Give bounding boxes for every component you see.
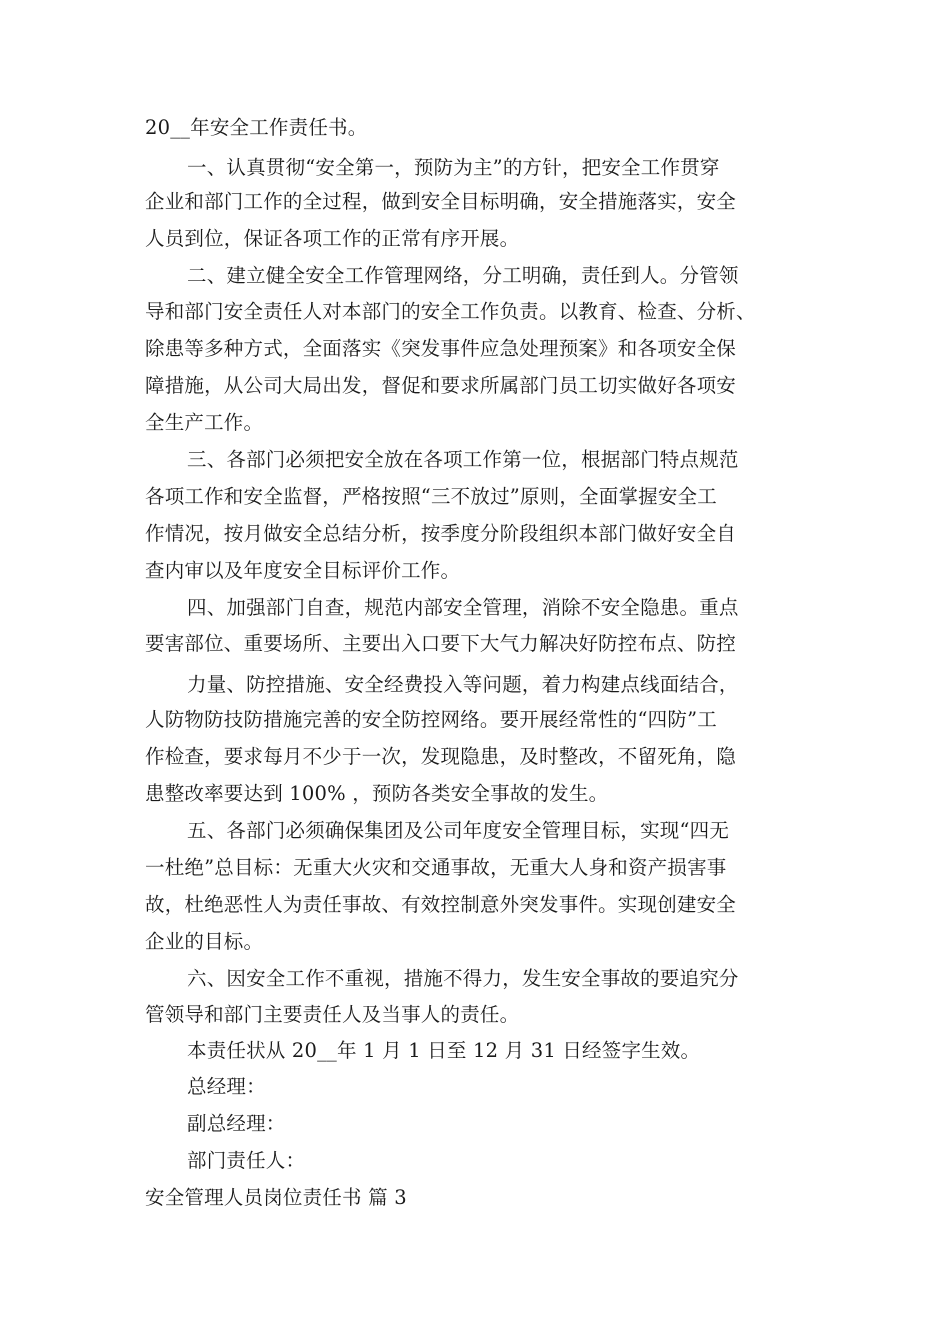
heading-line: 20__年安全工作责任书。 [145, 116, 368, 139]
paragraph-4-line-5: 作检查，要求每月不少于一次，发现隐患，及时整改，不留死角，隐 [145, 745, 737, 768]
section-title-next: 安全管理人员岗位责任书 篇 3 [145, 1186, 407, 1209]
paragraph-4-line-4: 人防物防技防措施完善的安全防控网络。要开展经常性的“四防”工 [145, 708, 717, 731]
paragraph-4-line-2: 要害部位、重要场所、主要出入口要下大气力解决好防控布点、防控 [145, 632, 737, 655]
signature-general-manager: 总经理： [187, 1075, 266, 1098]
paragraph-2-line-5: 全生产工作。 [145, 411, 264, 434]
paragraph-1-line-1: 一、认真贯彻“安全第一，预防为主”的方针，把安全工作贯穿 [187, 156, 720, 179]
paragraph-3-line-3: 作情况，按月做安全总结分析，按季度分阶段组织本部门做好安全自 [145, 522, 737, 545]
paragraph-5-line-1: 五、各部门必须确保集团及公司年度安全管理目标，实现“四无 [187, 819, 730, 842]
paragraph-2-line-3: 除患等多种方式，全面落实《突发事件应急处理预案》和各项安全保 [145, 337, 737, 360]
paragraph-2-line-1: 二、建立健全安全工作管理网络，分工明确，责任到人。分管领 [187, 264, 739, 287]
effective-date-line: 本责任状从 20__年 1 月 1 日至 12 月 31 日经签字生效。 [187, 1039, 701, 1062]
paragraph-2-line-4: 障措施，从公司大局出发，督促和要求所属部门员工切实做好各项安 [145, 374, 737, 397]
paragraph-4-line-6: 患整改率要达到 100% ，预防各类安全事故的发生。 [145, 782, 609, 805]
paragraph-3-line-2: 各项工作和安全监督，严格按照“三不放过”原则，全面掌握安全工 [145, 485, 717, 508]
paragraph-1-line-3: 人员到位，保证各项工作的正常有序开展。 [145, 227, 520, 250]
paragraph-6-line-2: 管领导和部门主要责任人及当事人的责任。 [145, 1003, 520, 1026]
paragraph-2-line-2: 导和部门安全责任人对本部门的安全工作负责。以教育、检查、分析、 [145, 300, 756, 323]
paragraph-5-line-4: 企业的目标。 [145, 930, 264, 953]
paragraph-4-line-1: 四、加强部门自查，规范内部安全管理，消除不安全隐患。重点 [187, 596, 739, 619]
paragraph-3-line-1: 三、各部门必须把安全放在各项工作第一位，根据部门特点规范 [187, 448, 739, 471]
paragraph-5-line-2: 一杜绝”总目标：无重大火灾和交通事故，无重大人身和资产损害事 [145, 856, 727, 879]
signature-department-head: 部门责任人： [187, 1149, 306, 1172]
signature-deputy-general-manager: 副总经理： [187, 1112, 286, 1135]
paragraph-1-line-2: 企业和部门工作的全过程，做到安全目标明确，安全措施落实，安全 [145, 190, 737, 213]
paragraph-4-line-3: 力量、防控措施、安全经费投入等问题，着力构建点线面结合， [187, 673, 739, 696]
paragraph-6-line-1: 六、因安全工作不重视，措施不得力，发生安全事故的要追究分 [187, 967, 739, 990]
paragraph-5-line-3: 故，杜绝恶性人为责任事故、有效控制意外突发事件。实现创建安全 [145, 893, 737, 916]
paragraph-3-line-4: 查内审以及年度安全目标评价工作。 [145, 559, 461, 582]
